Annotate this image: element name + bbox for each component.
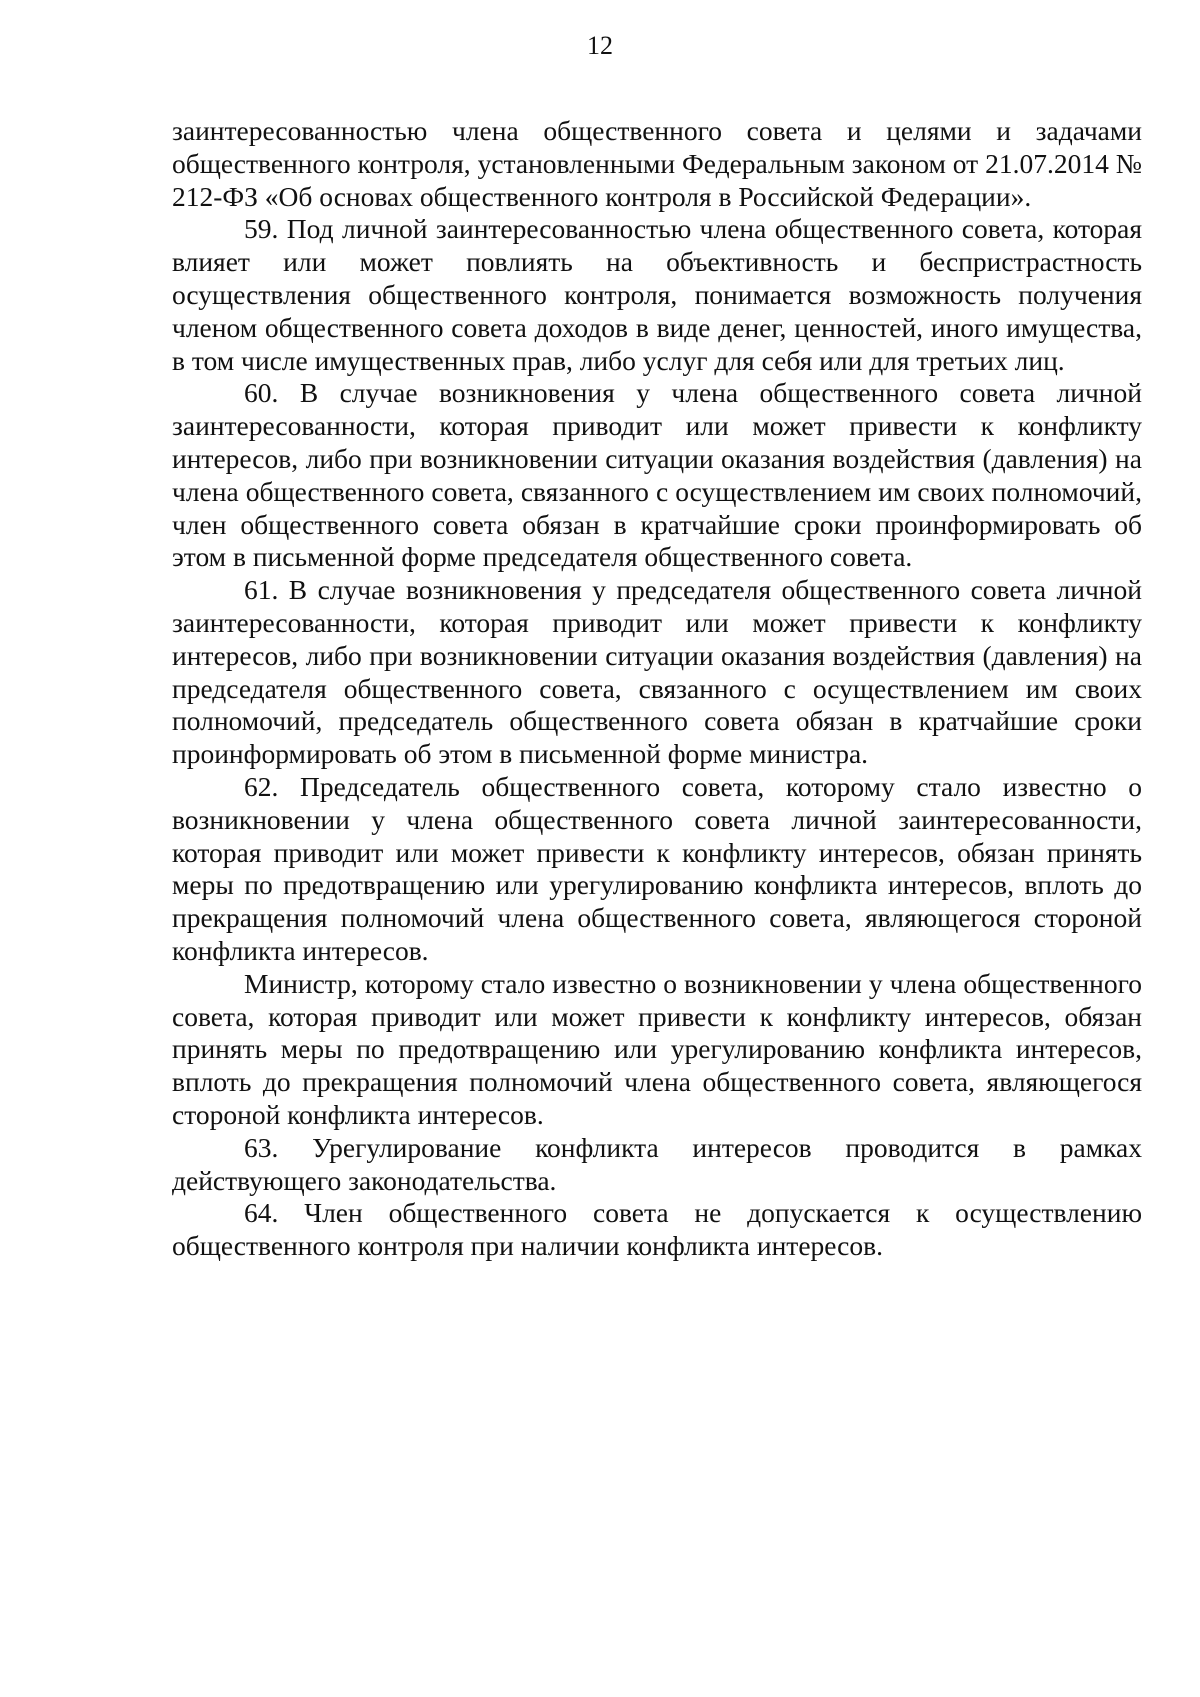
paragraph-61: 61. В случае возникновения у председателя общественного совета личной заинтересованности, которая приводит или может привести к конфликту интересов, либо при возникновении ситуации оказания воздействия (давления) на председателя общественного совета, связанного с осуществлением им своих полномочий, председатель общественного совета обязан в кратчайшие сроки проинформировать об этом в письменной форме министра. <box>172 574 1142 770</box>
paragraph-59: 59. Под личной заинтересованностью члена общественного совета, которая влияет или может повлиять на объективность и беспристрастность осуществления общественного контроля, понимается возможность получения членом общественного совета доходов в виде денег, ценностей, иного имущества, в том числе имущественных прав, либо услуг для себя или для третьих лиц. <box>172 213 1142 376</box>
paragraph-62: 62. Председатель общественного совета, которому стало известно о возникновении у члена общественного совета личной заинтересованности, которая приводит или может привести к конфликту интересов, обязан принять меры по предотвращению или урегулированию конфликта интересов, вплоть до прекращения полномочий члена общественного совета, являющегося стороной конфликта интересов. <box>172 770 1142 966</box>
paragraph-60: 60. В случае возникновения у члена общественного совета личной заинтересованности, которая приводит или может привести к конфликту интересов, либо при возникновении ситуации оказания воздействия (давления) на члена общественного совета, связанного с осуществлением им своих полномочий, член общественного совета обязан в кратчайшие сроки проинформировать об этом в письменной форме председателя общественного совета. <box>172 377 1142 573</box>
paragraph-63: 63. Урегулирование конфликта интересов проводится в рамках действующего законодательства. <box>172 1131 1142 1196</box>
document-body <box>172 115 1142 1263</box>
paragraph-continuation: заинтересованностью члена общественного совета и целями и задачами общественного контроля, установленными Федеральным законом от 21.07.2014 № 212-ФЗ «Об основах общественного контроля в Российской Федерации». <box>172 115 1142 212</box>
page-number: 12 <box>587 31 613 60</box>
paragraph-64: 64. Член общественного совета не допускается к осуществлению общественного контроля при наличии конфликта интересов. <box>172 1197 1142 1262</box>
paragraph-minister: Министр, которому стало известно о возникновении у члена общественного совета, которая приводит или может привести к конфликту интересов, обязан принять меры по предотвращению или урегулированию конфликта интересов, вплоть до прекращения полномочий члена общественного совета, являющегося стороной конфликта интересов. <box>172 967 1142 1130</box>
